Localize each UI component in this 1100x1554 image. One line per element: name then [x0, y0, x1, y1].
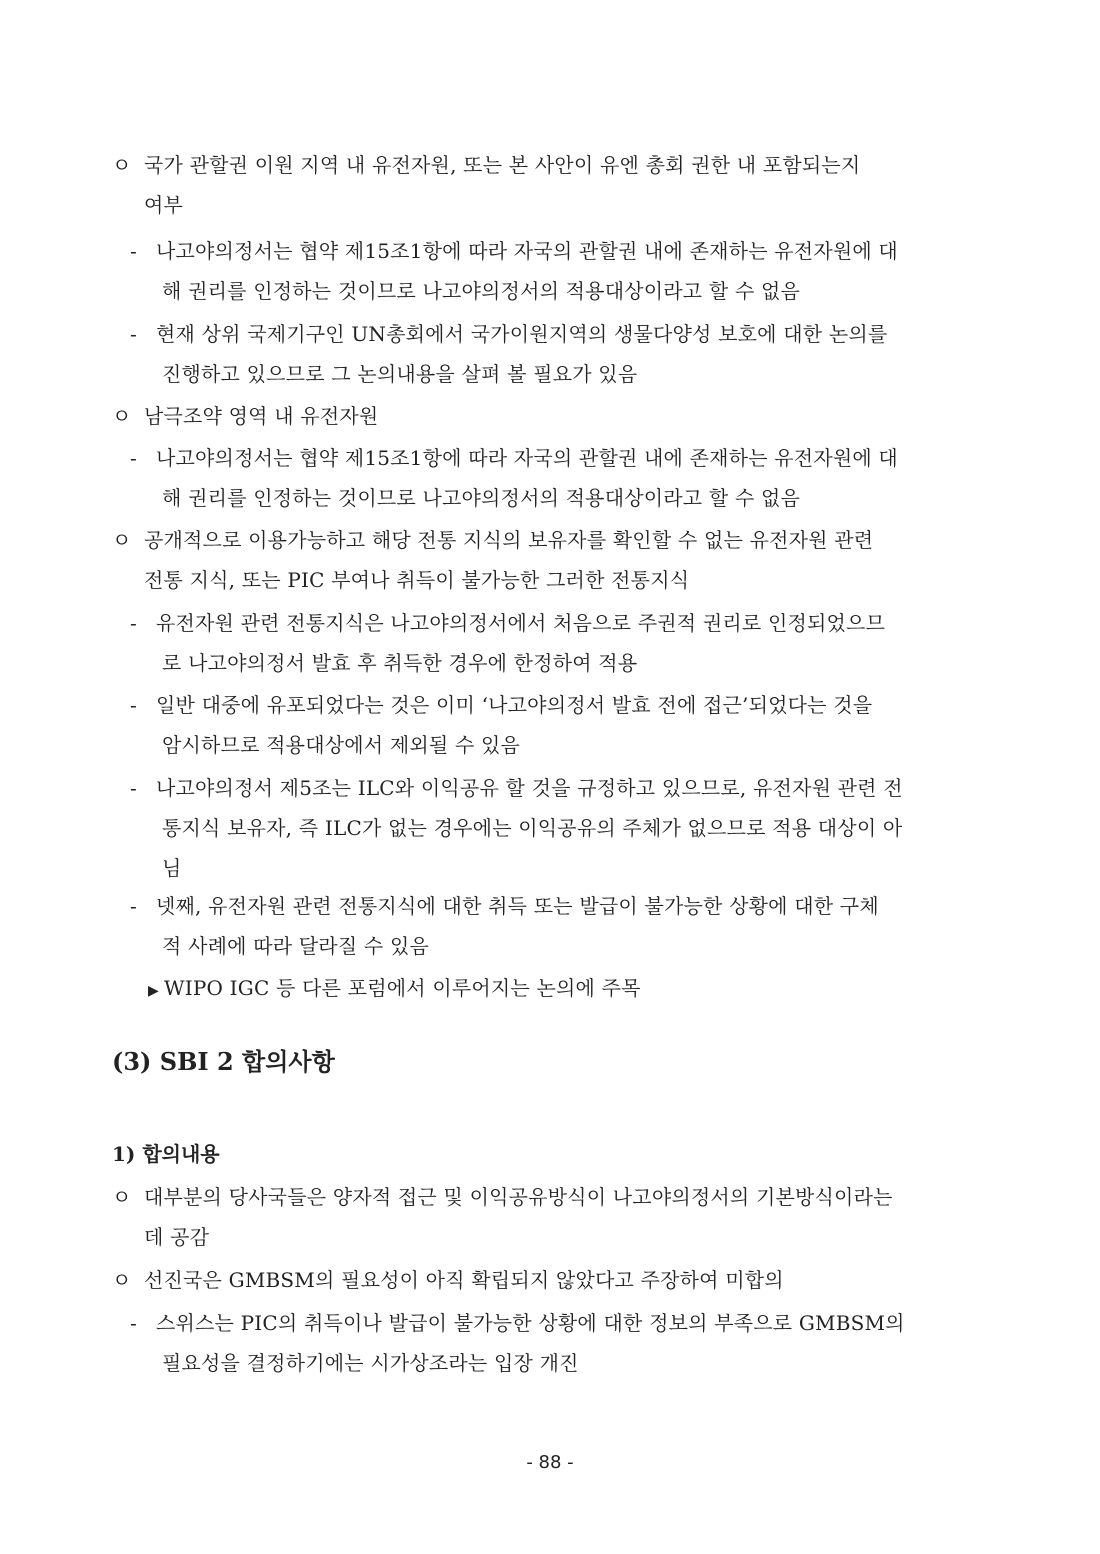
- dash-bullet: -: [130, 1311, 137, 1335]
- paragraph-text: 여부: [144, 193, 184, 217]
- paragraph-text: 일반 대중에 유포되었다는 것은 이미 ‘나고야의정서 발효 전에 접근’되었다는 것을: [156, 693, 873, 717]
- paragraph-text: 데 공감: [144, 1225, 210, 1249]
- dash-bullet: -: [130, 894, 137, 918]
- paragraph-text: 나고야의정서는 협약 제15조1항에 따라 자국의 관할권 내에 존재하는 유전자원에 대: [156, 239, 898, 263]
- circle-bullet: ㅇ: [112, 1268, 132, 1292]
- bullet-paragraph: [112, 145, 860, 225]
- paragraph-text: 진행하고 있으므로 그 논의내용을 살펴 볼 필요가 있음: [162, 362, 638, 386]
- paragraph-text: 암시하므로 적용대상에서 제외될 수 있음: [162, 733, 521, 757]
- dash-paragraph: [130, 886, 879, 966]
- bullet-paragraph: [112, 1260, 784, 1300]
- paragraph-text: 공개적으로 이용가능하고 해당 전통 지식의 보유자를 확인할 수 없는 유전자원 관련: [144, 528, 874, 552]
- paragraph-text: 나고야의정서 제5조는 ILC와 이익공유 할 것을 규정하고 있으므로, 유전자원 관련 전: [156, 776, 903, 800]
- dash-bullet: -: [130, 611, 137, 635]
- bullet-paragraph: [112, 396, 378, 436]
- paragraph-text: 통지식 보유자, 즉 ILC가 없는 경우에는 이익공유의 주체가 없으므로 적용 대상이 아: [162, 816, 903, 840]
- dash-bullet: -: [130, 322, 137, 346]
- paragraph-text: 대부분의 당사국들은 양자적 접근 및 이익공유방식이 나고야의정서의 기본방식이라는: [144, 1185, 893, 1209]
- arrow-paragraph: [148, 968, 641, 1011]
- paragraph-text: 현재 상위 국제기구인 UN총회에서 국가이원지역의 생물다양성 보호에 대한 논의를: [156, 322, 888, 346]
- circle-bullet: ㅇ: [112, 153, 132, 177]
- paragraph-text: 해 권리를 인정하는 것이므로 나고야의정서의 적용대상이라고 할 수 없음: [162, 486, 801, 510]
- paragraph-text: 로 나고야의정서 발효 후 취득한 경우에 한정하여 적용: [162, 651, 638, 675]
- paragraph-text: 남극조약 영역 내 유전자원: [144, 404, 379, 428]
- circle-bullet: ㅇ: [112, 1185, 132, 1209]
- circle-bullet: ㅇ: [112, 404, 132, 428]
- sub-heading: 1) 합의내용: [112, 1142, 220, 1166]
- paragraph-text: 전통 지식, 또는 PIC 부여나 취득이 불가능한 그러한 전통지식: [144, 568, 690, 592]
- paragraph-text: 스위스는 PIC의 취득이나 발급이 불가능한 상황에 대한 정보의 부족으로 GMBSM의: [156, 1311, 905, 1335]
- paragraph-text: 해 권리를 인정하는 것이므로 나고야의정서의 적용대상이라고 할 수 없음: [162, 279, 801, 303]
- dash-paragraph: [130, 314, 887, 394]
- bullet-paragraph: [112, 520, 873, 600]
- section-heading: (3) SBI 2 합의사항: [112, 1047, 335, 1076]
- paragraph-text: 나고야의정서는 협약 제15조1항에 따라 자국의 관할권 내에 존재하는 유전자원에 대: [156, 446, 898, 470]
- dash-bullet: -: [130, 239, 137, 263]
- paragraph-text: 선진국은 GMBSM의 필요성이 아직 확립되지 않았다고 주장하여 미합의: [144, 1268, 784, 1292]
- paragraph-text: WIPO IGC 등 다른 포럼에서 이루어지는 논의에 주목: [164, 976, 641, 1000]
- dash-bullet: -: [130, 776, 137, 800]
- paragraph-text: 적 사례에 따라 달라질 수 있음: [162, 934, 430, 958]
- circle-bullet: ㅇ: [112, 528, 132, 552]
- triangle-right-icon: ▶: [148, 983, 159, 999]
- dash-paragraph: [130, 231, 898, 311]
- dash-bullet: -: [130, 446, 137, 470]
- dash-paragraph: [130, 438, 898, 518]
- paragraph-text: 국가 관할권 이원 지역 내 유전자원, 또는 본 사안이 유엔 총회 권한 내 포함되는지: [144, 153, 861, 177]
- dash-paragraph: [130, 685, 872, 765]
- paragraph-text: 유전자원 관련 전통지식은 나고야의정서에서 처음으로 주권적 권리로 인정되었으므: [156, 611, 886, 635]
- paragraph-text: 님: [162, 856, 182, 880]
- paragraph-text: 넷째, 유전자원 관련 전통지식에 대한 취득 또는 발급이 불가능한 상황에 대한 구체: [156, 894, 879, 918]
- page-number: - 88 -: [526, 1452, 574, 1473]
- paragraph-text: 필요성을 결정하기에는 시가상조라는 입장 개진: [162, 1351, 579, 1375]
- bullet-paragraph: [112, 1177, 893, 1257]
- dash-paragraph: [130, 603, 885, 683]
- dash-paragraph: [130, 768, 903, 888]
- dash-bullet: -: [130, 693, 137, 717]
- dash-paragraph: [130, 1303, 905, 1383]
